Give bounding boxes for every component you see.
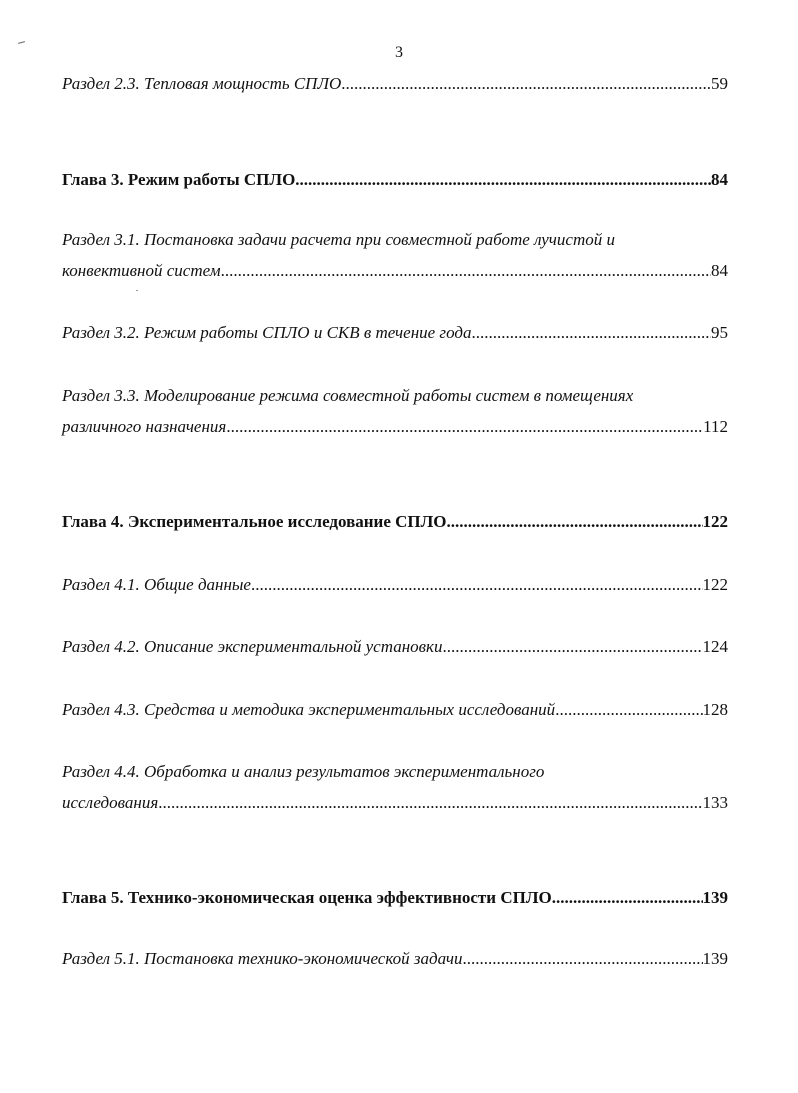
toc-entry-section-3-2[interactable]: [62, 319, 728, 347]
toc-entry-page: 139: [702, 888, 728, 907]
toc-entry-section-4-1[interactable]: [62, 571, 728, 599]
page-number: 3: [395, 44, 403, 61]
toc-entry-title: Раздел 5.1. Постановка технико-экономической задачи: [62, 949, 463, 968]
toc-entry-chapter-4[interactable]: [62, 508, 728, 536]
toc-leader-dots: [158, 789, 702, 817]
toc-entry-title: Раздел 4.1. Общие данные: [62, 575, 251, 594]
toc-leader-dots: [221, 257, 711, 285]
toc-entry-title: Глава 3. Режим работы СПЛО: [62, 170, 296, 189]
toc-leader-dots: [552, 884, 703, 912]
scan-speck: [136, 290, 138, 291]
toc-leader-dots: [251, 571, 703, 599]
toc-entry-page: 128: [702, 700, 728, 719]
toc-entry-title-line2: различного назначения: [62, 417, 227, 436]
toc-entry-section-3-3[interactable]: [62, 382, 728, 441]
toc-entry-page: 112: [703, 417, 728, 436]
toc-entry-title: Глава 5. Технико-экономическая оценка эффективности СПЛО: [62, 888, 552, 907]
toc-entry-page: 84: [711, 170, 728, 189]
toc-entry-page: 59: [711, 74, 728, 93]
toc-entry-section-2-3[interactable]: [62, 70, 728, 98]
toc-entry-section-4-4[interactable]: [62, 758, 728, 817]
toc-entry-title: Глава 4. Экспериментальное исследование СПЛО: [62, 512, 447, 531]
toc-entry-page: 124: [702, 637, 728, 656]
toc-leader-dots: [463, 945, 703, 973]
toc-leader-dots: [555, 696, 702, 724]
toc-entry-section-4-2[interactable]: [62, 633, 728, 661]
toc-entry-chapter-5[interactable]: [62, 884, 728, 912]
toc-leader-dots: [295, 166, 711, 194]
toc-entry-page: 84: [711, 261, 728, 280]
toc-entry-page: 122: [702, 512, 728, 531]
toc-entry-title-line1: Раздел 4.4. Обработка и анализ результатов экспериментального: [62, 762, 545, 781]
toc-entry-page: 95: [711, 323, 728, 342]
toc-entry-page: 122: [702, 575, 728, 594]
toc-leader-dots: [442, 633, 702, 661]
toc-entry-title-line1: Раздел 3.3. Моделирование режима совместной работы систем в помещениях: [62, 386, 634, 405]
toc-entry-chapter-3[interactable]: [62, 166, 728, 194]
toc-entry-title: Раздел 2.3. Тепловая мощность СПЛО: [62, 74, 342, 93]
toc-entry-title: Раздел 4.2. Описание экспериментальной установки: [62, 637, 443, 656]
toc-entry-title: Раздел 4.3. Средства и методика экспериментальных исследований: [62, 700, 556, 719]
toc-leader-dots: [226, 413, 703, 441]
toc-entry-page: 139: [702, 949, 728, 968]
toc-entry-title-line2: исследования: [62, 793, 159, 812]
toc-leader-dots: [447, 508, 703, 536]
toc-entry-section-3-1[interactable]: [62, 226, 728, 285]
toc-entry-title-line1: Раздел 3.1. Постановка задачи расчета при совместной работе лучистой и: [62, 230, 615, 249]
toc-entry-title-line2: конвективной систем: [62, 261, 221, 280]
toc-entry-page: 133: [702, 793, 728, 812]
toc-leader-dots: [341, 70, 711, 98]
toc-entry-section-4-3[interactable]: [62, 696, 728, 724]
toc-leader-dots: [471, 319, 711, 347]
toc-entry-title: Раздел 3.2. Режим работы СПЛО и СКВ в течение года: [62, 323, 472, 342]
toc-entry-section-5-1[interactable]: [62, 945, 728, 973]
